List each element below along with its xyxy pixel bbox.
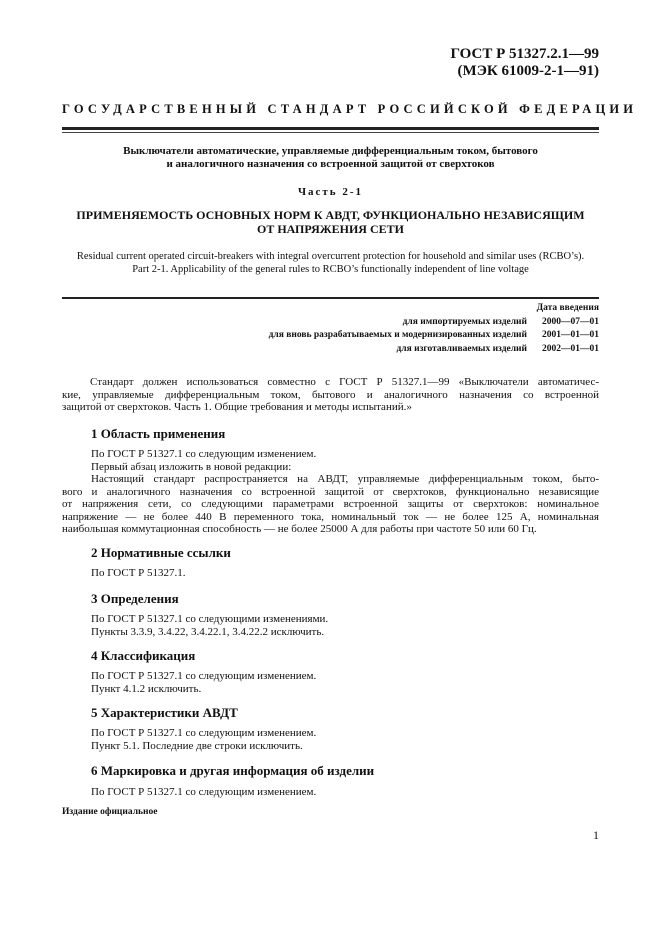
section-body <box>91 786 316 799</box>
document-codes <box>450 46 599 80</box>
paragraph-line: Настоящий стандарт распространяется на АВДТ, управляемые дифференциальным током, быто- <box>91 473 599 485</box>
intro-date-label: для вновь разрабатываемых и модернизированных изделий <box>268 330 527 340</box>
section-heading: 3 Определения <box>91 591 179 606</box>
intro-date-label: для импортируемых изделий <box>402 316 527 327</box>
intro-date-label: для изготавливаемых изделий <box>396 343 527 354</box>
intro-dates-heading-text: Дата введения <box>536 303 599 313</box>
section-body <box>91 448 316 473</box>
intro-date-row <box>269 316 599 330</box>
iec-code: (МЭК 61009-2-1—91) <box>457 63 599 79</box>
section-line: По ГОСТ Р 51327.1 со следующим изменением. <box>91 727 317 739</box>
english-title-line-2: Part 2-1. Applicability of the general rules to RCBO’s functionally independent of line voltage <box>132 264 529 275</box>
title-line-1: Выключатели автоматические, управляемые дифференциальным током, бытового <box>123 145 538 157</box>
english-title-line-1: Residual current operated circuit-breakers with integral overcurrent protection for household and similar uses (RCBO’s). <box>76 251 585 262</box>
intro-date-value: 2002—01—01 <box>542 343 599 354</box>
paragraph-line: наибольшая коммутационная способность — не более 25000 А для работы при частоте 50 или 60 Гц. <box>62 523 537 535</box>
state-standard-banner: ГОСУДАРСТВЕННЫЙ СТАНДАРТ РОССИЙСКОЙ ФЕДЕРАЦИИ <box>62 102 638 116</box>
section-heading: 4 Классификация <box>91 648 196 663</box>
intro-date-row <box>269 329 599 343</box>
section-body <box>91 727 316 752</box>
section-line: По ГОСТ Р 51327.1 со следующим изменением. <box>91 448 317 460</box>
section-heading: 5 Характеристики АВДТ <box>91 705 238 720</box>
section-line: По ГОСТ Р 51327.1. <box>91 567 186 579</box>
section-line: Пункт 4.1.2 исключить. <box>91 682 202 695</box>
section-body <box>91 567 186 580</box>
part-subtitle <box>62 208 599 236</box>
intro-date-value: 2001—01—01 <box>542 330 599 340</box>
subtitle-line-1: ПРИМЕНЯЕМОСТЬ ОСНОВНЫХ НОРМ К АВДТ, ФУНКЦИОНАЛЬНО НЕЗАВИСЯЩИМ <box>76 208 585 222</box>
section-line: Первый абзац изложить в новой редакции: <box>91 460 292 473</box>
page-number: 1 <box>593 828 599 842</box>
edition-label: Издание официальное <box>62 807 158 817</box>
section-body <box>91 670 316 695</box>
paragraph-line: вого и аналогичного назначения со встроенной защитой от сверхтоков, функционально независящие <box>62 485 599 498</box>
english-title <box>62 250 599 276</box>
paragraph-line: напряжение — не более 440 В переменного тока, номинальный ток — не более 125 А, номинальная <box>62 510 599 523</box>
section-line: По ГОСТ Р 51327.1 со следующим изменением. <box>91 670 317 682</box>
divider-mid <box>62 297 599 299</box>
document-title <box>62 145 599 171</box>
section-line: По ГОСТ Р 51327.1 со следующим изменением. <box>91 786 317 798</box>
subtitle-line-2: ОТ НАПРЯЖЕНИЯ СЕТИ <box>257 222 404 236</box>
section-heading: 6 Маркировка и другая информация об изделии <box>91 763 375 778</box>
paragraph-line: кие, управляемые дифференциальным током, бытового и аналогичного назначения со встроенной <box>62 388 599 401</box>
gost-code: ГОСТ Р 51327.2.1—99 <box>450 46 599 62</box>
divider-thick <box>62 127 599 130</box>
section-line: Пункт 5.1. Последние две строки исключить. <box>91 739 303 752</box>
introduction-dates <box>269 302 599 356</box>
part-title: Часть 2-1 <box>297 186 364 198</box>
paragraph-line: от напряжения сети, со следующими параметрами встроенной защиты от сверхтоков: номинальное <box>62 498 599 510</box>
paragraph-line: Стандарт должен использоваться совместно с ГОСТ Р 51327.1—99 «Выключатели автоматичес- <box>90 376 599 388</box>
section-heading: 1 Область применения <box>91 426 226 441</box>
section-line: Пункты 3.3.9, 3.4.22, 3.4.22.1, 3.4.22.2 исключить. <box>91 625 325 638</box>
divider-thin <box>62 132 599 133</box>
section-line: По ГОСТ Р 51327.1 со следующими изменениями. <box>91 613 329 625</box>
intro-paragraph <box>62 376 599 414</box>
section-body <box>91 613 328 638</box>
intro-date-value: 2000—07—01 <box>542 316 599 327</box>
scope-paragraph <box>62 473 599 536</box>
title-line-2: и аналогичного назначения со встроенной защитой от сверхтоков <box>166 158 495 170</box>
paragraph-line: защитой от сверхтоков. Часть 1. Общие требования и методы испытаний.» <box>62 401 412 413</box>
intro-dates-heading <box>269 302 599 316</box>
section-heading: 2 Нормативные ссылки <box>91 545 231 560</box>
intro-date-row <box>269 343 599 357</box>
